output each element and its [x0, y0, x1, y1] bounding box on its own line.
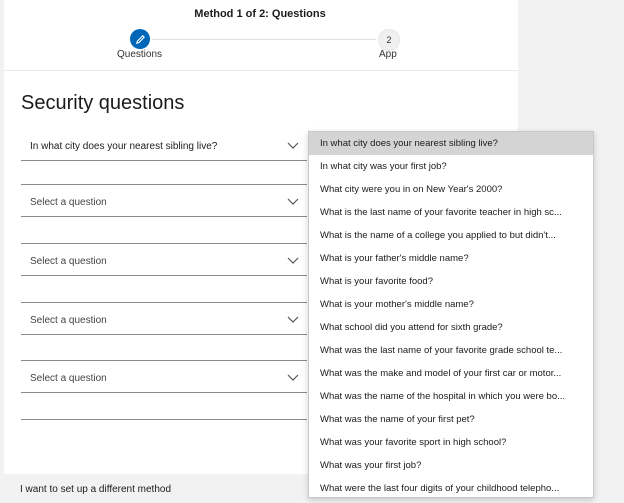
question-2-value: Select a question — [30, 197, 107, 208]
chevron-down-icon — [287, 316, 299, 324]
header-divider — [4, 70, 518, 71]
method-title: Method 1 of 2: Questions — [194, 8, 326, 20]
dropdown-option[interactable]: What was the name of your first pet? — [320, 414, 475, 425]
pencil-icon — [135, 34, 146, 45]
question-4-select[interactable] — [21, 306, 307, 335]
question-3-value: Select a question — [30, 256, 107, 267]
step-2-indicator: 2 — [378, 29, 400, 51]
dropdown-option[interactable]: In what city does your nearest sibling live? — [309, 132, 593, 155]
step-2-label: App — [379, 49, 397, 60]
answer-2-input[interactable] — [21, 215, 307, 244]
chevron-down-icon — [287, 198, 299, 206]
dropdown-option[interactable]: What school did you attend for sixth grade? — [320, 322, 503, 333]
dropdown-option[interactable]: What was the make and model of your first car or motor... — [320, 368, 562, 379]
page-title: Security questions — [21, 92, 185, 114]
question-dropdown-list[interactable] — [308, 131, 594, 498]
chevron-down-icon — [287, 142, 299, 150]
dropdown-option[interactable]: What city were you in on New Year's 2000? — [320, 184, 503, 195]
question-3-select[interactable] — [21, 247, 307, 276]
dropdown-option[interactable]: What is the name of a college you applied to but didn't... — [320, 230, 556, 241]
question-4-value: Select a question — [30, 315, 107, 326]
chevron-down-icon — [287, 374, 299, 382]
different-method-link[interactable]: I want to set up a different method — [20, 484, 172, 495]
step-1-indicator — [130, 29, 150, 49]
dropdown-option[interactable]: What was your favorite sport in high school? — [320, 437, 507, 448]
step-1-label: Questions — [117, 49, 163, 60]
dropdown-option[interactable]: What is your mother's middle name? — [320, 299, 474, 310]
answer-5-input[interactable] — [21, 391, 307, 420]
dropdown-option[interactable]: What is your favorite food? — [320, 276, 433, 287]
progress-stepper — [0, 0, 520, 70]
dropdown-option[interactable]: What is the last name of your favorite teacher in high sc... — [320, 207, 562, 218]
question-5-value: Select a question — [30, 373, 107, 384]
answer-1-input[interactable] — [21, 156, 307, 185]
question-5-select[interactable] — [21, 364, 307, 393]
dropdown-option[interactable]: What was the last name of your favorite grade school te... — [320, 345, 563, 356]
dropdown-option[interactable]: What were the last four digits of your childhood telepho... — [320, 483, 560, 494]
question-1-value: In what city does your nearest sibling live? — [30, 141, 218, 152]
dropdown-option[interactable]: In what city was your first job? — [320, 161, 447, 172]
chevron-down-icon — [287, 257, 299, 265]
answer-3-input[interactable] — [21, 274, 307, 303]
step-connector — [152, 39, 376, 40]
dropdown-option[interactable]: What was the name of the hospital in which you were bo... — [320, 391, 566, 402]
dropdown-option[interactable]: What is your father's middle name? — [320, 253, 469, 264]
dropdown-option[interactable]: What was your first job? — [320, 460, 422, 471]
question-2-select[interactable] — [21, 188, 307, 217]
answer-4-input[interactable] — [21, 332, 307, 361]
